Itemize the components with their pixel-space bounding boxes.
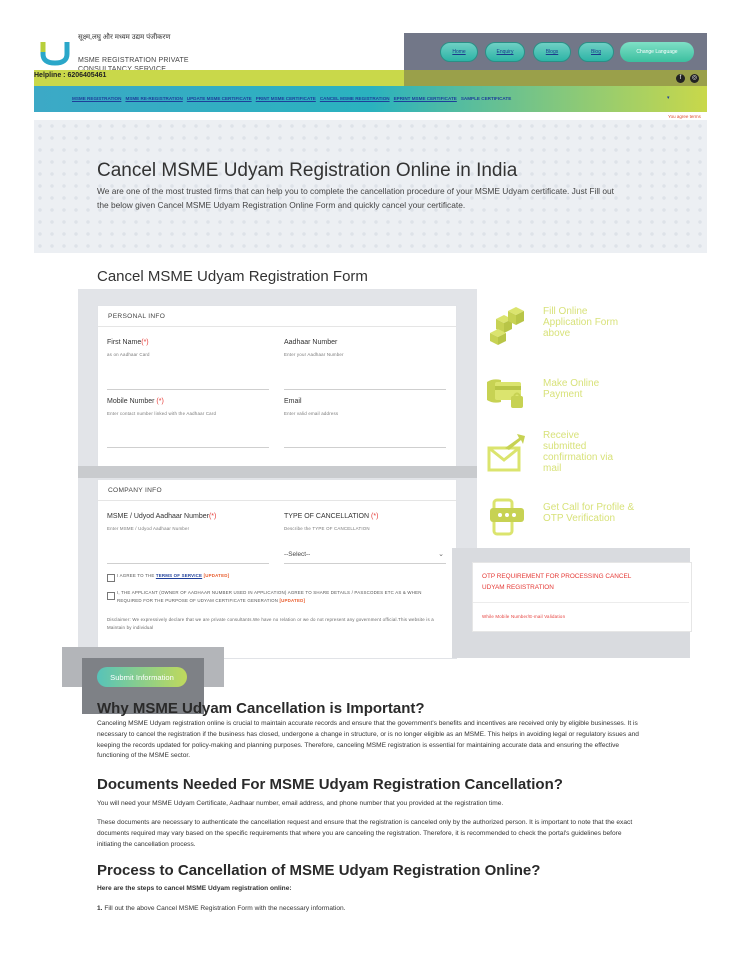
brand-name: MSME REGISTRATION PRIVATE: [78, 57, 189, 64]
cancellation-type-label-text: TYPE OF CANCELLATION: [284, 513, 370, 520]
form-heading: Cancel MSME Udyam Registration Form: [97, 268, 368, 285]
helpline-number[interactable]: Helpline : 6206405461: [34, 72, 107, 79]
menu-blog-link[interactable]: Blog: [578, 42, 614, 62]
process-step-1: [97, 904, 645, 915]
personal-info-card: [97, 305, 457, 467]
mobile-label: [107, 398, 164, 405]
required-mark: (*): [141, 339, 149, 346]
consent-checkbox[interactable]: [107, 592, 115, 600]
first-name-label-text: First Name: [107, 339, 142, 346]
msme-number-label: [107, 513, 216, 520]
brand-logo[interactable]: [40, 38, 70, 66]
process-heading: Process to Cancellation of MSME Udyam Registration Online?: [97, 862, 541, 879]
mobile-help: Enter contact number linked with the Aadhaar Card: [107, 411, 217, 416]
nav-msme-re-registration[interactable]: MSME RE-REGISTRATION: [125, 96, 183, 101]
menu-home-link[interactable]: Home: [440, 42, 478, 62]
msme-number-label-text: MSME / Udyod Aadhaar Number: [107, 513, 209, 520]
process-intro: Here are the steps to cancel MSME Udyam registration online:: [97, 885, 292, 892]
step-text: Fill out the above Cancel MSME Registration Form with the necessary information.: [104, 905, 346, 912]
nav-msme-registration[interactable]: MSME REGISTRATION: [72, 96, 122, 101]
terms-prefix: I AGREE TO THE: [117, 573, 155, 578]
cancellation-type-select[interactable]: [284, 547, 446, 564]
consent-body: I, THE APPLICANT (OWNER OF AADHAAR NUMBER USED IN APPLICATION) AGREE TO SHARE DETAILS / PASSCODES ETC AS & WHEN REQUIRED FOR THE PURPOSE OF UDYAM CERTIFICATE GENERATION: [117, 590, 422, 603]
payment-card-icon: [483, 372, 525, 414]
hero-description: We are one of the most trusted firms that can help you to complete the cancellation procedure of your MSME Udyam certificate. Just Fill out the below given Cancel MSME Udyam Registration Online Form and quickly cancel your certificate.: [97, 186, 615, 210]
mobile-input[interactable]: [107, 447, 269, 448]
helpline-bar-overlay: [404, 70, 707, 86]
personal-info-title: PERSONAL INFO: [98, 306, 456, 327]
nav-sample-certificate[interactable]: SAMPLE CERTIFICATE: [460, 96, 512, 101]
required-mark: (*): [371, 513, 379, 520]
otp-note: While Mobile Number/E-mail Validation: [482, 614, 566, 619]
first-name-help: as on Aadhaar Card: [107, 352, 150, 357]
documents-heading: Documents Needed For MSME Udyam Registration Cancellation?: [97, 776, 563, 793]
why-paragraph: Canceling MSME Udyam registration online is crucial to maintain accurate records and ensure that the government's benefits and incentives are received only by eligible businesses. It is necessary to cancel the registration if the business has closed, undergone a change in structure, or is no longer eligible as an MSME. This helps in avoiding legal or regulatory issues and keeping the records updated for policy-making and planning purposes. Therefore, canceling MSME registration is essential for maintaining accurate data and ensuring the effective functioning of the MSME sector.: [97, 720, 639, 760]
brand-hindi-name: सूक्ष्म,लघु और मध्यम उद्यम पंजीकरण: [78, 34, 171, 41]
step-number: 1.: [97, 905, 103, 912]
menu-blogs-link[interactable]: Blogs: [533, 42, 571, 62]
nav-eprint-certificate[interactable]: EPRINT MSME CERTIFICATE: [393, 96, 457, 101]
step-receive-confirmation: Receive submitted confirmation via mail: [543, 430, 614, 474]
first-name-label: [107, 339, 149, 346]
cancellation-type-help: Describe the TYPE OF CANCELLATION: [284, 526, 370, 531]
cubes-icon: [486, 305, 528, 347]
terms-of-service-link[interactable]: TERMS OF SERVICE: [155, 573, 203, 578]
otp-divider: [473, 602, 689, 603]
card-divider: [78, 466, 477, 478]
mail-send-icon: [485, 432, 527, 474]
company-info-card: [97, 479, 457, 659]
aadhaar-input[interactable]: [284, 389, 446, 390]
required-mark: (*): [208, 513, 217, 520]
step-fill-form: Fill Online Application Form above: [543, 306, 619, 339]
updated-tag: [UPDATED]: [279, 598, 306, 603]
otp-title: OTP REQUIREMENT FOR PROCESSING CANCEL UDYAM REGISTRATION: [482, 573, 632, 591]
documents-paragraph-2: These documents are necessary to authenticate the cancellation request and ensure that the registration is canceled only by the authorized person. It is important to note that the exact documents required may vary based on the specific requirements that where you are canceling the registration. Therefore, it is recommended to check the portal's guidelines before initiating the cancellation process.: [97, 819, 633, 848]
chevron-down-icon: ⌄: [438, 551, 444, 558]
required-mark: (*): [156, 398, 164, 405]
aadhaar-help: Enter your Aadhaar Number: [284, 352, 344, 357]
nav-print-certificate[interactable]: PRINT MSME CERTIFICATE: [255, 96, 316, 101]
updated-tag: [UPDATED]: [203, 573, 230, 578]
company-info-title: COMPANY INFO: [98, 480, 456, 501]
nav-cancel-registration[interactable]: CANCEL MSME REGISTRATION: [319, 96, 390, 101]
facebook-icon[interactable]: f: [676, 74, 685, 83]
marquee-text: You agree terms: [668, 114, 701, 119]
phone-chat-icon: [486, 496, 528, 538]
terms-checkbox[interactable]: [107, 574, 115, 582]
documents-paragraph-1: You will need your MSME Udyam Certificate, Aadhaar number, email address, and phone number that you provided at the registration time.: [97, 800, 504, 807]
terms-text: [117, 572, 229, 580]
nav-update-certificate[interactable]: UPDATE MSME CERTIFICATE: [186, 96, 252, 101]
msme-number-help: Enter MSME / Udyod Aadhaar Number: [107, 526, 190, 531]
first-name-input[interactable]: [107, 389, 269, 390]
email-help: Enter valid email address: [284, 411, 339, 416]
consent-text: [117, 589, 437, 605]
disclaimer-text: Disclaimer: We expressively declare that we are private consultants.We have no relation or we do not represent any government official.This website is a Maintain by individual: [107, 617, 434, 630]
aadhaar-label: Aadhaar Number: [284, 339, 338, 346]
step-get-call: Get Call for Profile & OTP Verification: [543, 502, 635, 524]
step-make-payment: Make Online Payment: [543, 378, 600, 400]
page-title: Cancel MSME Udyam Registration Online in India: [97, 160, 518, 181]
email-input[interactable]: [284, 447, 446, 448]
msme-number-input[interactable]: [107, 563, 269, 564]
why-heading: Why MSME Udyam Cancellation is Important?: [97, 700, 425, 717]
nav-dropdown-icon[interactable]: ▾: [667, 95, 670, 101]
menu-enquiry-link[interactable]: Enquiry: [485, 42, 525, 62]
instagram-icon[interactable]: ◎: [691, 75, 698, 81]
service-nav-links: [72, 96, 511, 101]
mobile-label-text: Mobile Number: [107, 398, 155, 405]
select-value: --Select--: [284, 551, 311, 558]
cancellation-type-label: [284, 513, 378, 520]
email-label: Email: [284, 398, 302, 405]
change-language-button[interactable]: Change Language: [620, 42, 694, 62]
submit-button[interactable]: Submit Information: [97, 667, 187, 687]
